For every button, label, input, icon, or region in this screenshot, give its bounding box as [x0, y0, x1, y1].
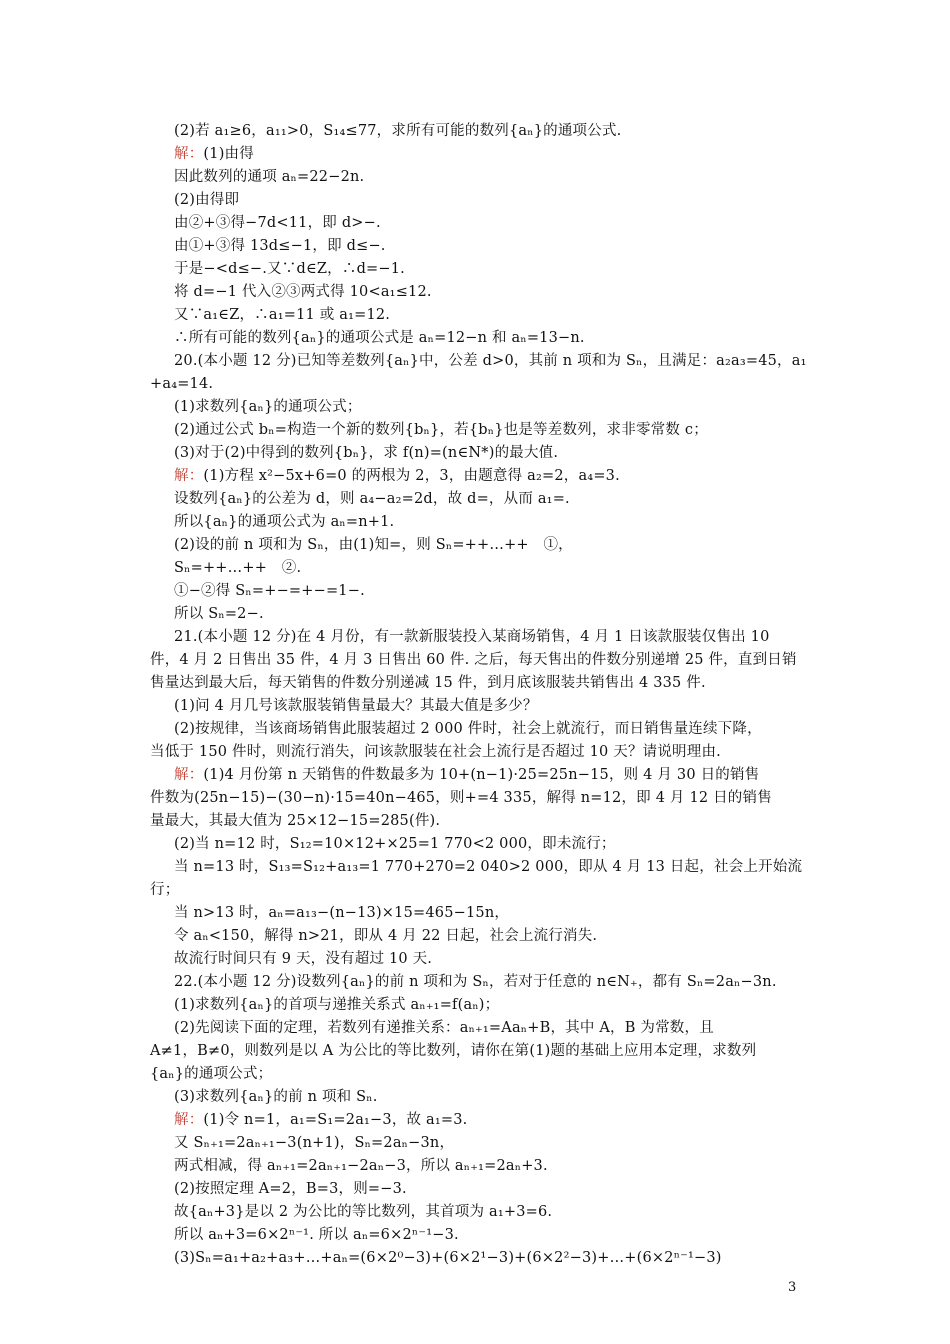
text-line: (2)若 a₁≥6，a₁₁>0，S₁₄≤77，求所有可能的数列{aₙ}的通项公式.: [174, 123, 622, 139]
text-line: 所以{aₙ}的通项公式为 aₙ=n+1.: [174, 514, 395, 530]
text-line: 解：(1)由得: [174, 146, 254, 162]
text-line: 量最大，其最大值为 25×12−15=285(件).: [150, 813, 441, 829]
text-line: 22.(本小题 12 分)设数列{aₙ}的前 n 项和为 Sₙ，若对于任意的 n∈N₊，都有 Sₙ=2aₙ−3n.: [174, 974, 777, 990]
text-line: +a₄=14.: [150, 376, 214, 392]
text-line: 令 aₙ<150，解得 n>21，即从 4 月 22 日起，社会上流行消失.: [174, 928, 598, 944]
text-line: 当 n=13 时，S₁₃=S₁₂+a₁₃=1 770+270=2 040>2 000，即从 4 月 13 日起，社会上开始流: [174, 859, 803, 875]
text-line: 所以 Sₙ=2−.: [174, 606, 264, 622]
text-line: 于是−<d≤−.又∵d∈Z，∴d=−1.: [174, 261, 405, 277]
text-line: 20.(本小题 12 分)已知等差数列{aₙ}中，公差 d>0，其前 n 项和为 Sₙ，且满足：a₂a₃=45，a₁: [174, 353, 807, 369]
text-line: 将 d=−1 代入②③两式得 10<a₁≤12.: [174, 284, 432, 300]
text-line: (1)求数列{aₙ}的首项与递推关系式 aₙ₊₁=f(aₙ)；: [174, 997, 500, 1013]
text-line: 售量达到最大后，每天销售的件数分别递减 15 件，到月底该服装共销售出 4 335 件.: [150, 675, 706, 691]
solution-label: 解：: [174, 468, 204, 484]
text-line: ∴所有可能的数列{aₙ}的通项公式是 aₙ=12−n 和 aₙ=13−n.: [174, 330, 585, 346]
text-line: 两式相减，得 aₙ₊₁=2aₙ₊₁−2aₙ−3，所以 aₙ₊₁=2aₙ+3.: [174, 1158, 548, 1174]
text-line: (3)Sₙ=a₁+a₂+a₃+…+aₙ=(6×2⁰−3)+(6×2¹−3)+(6×2²−3)+…+(6×2ⁿ⁻¹−3): [174, 1250, 722, 1266]
text-line: (2)按规律，当该商场销售此服装超过 2 000 件时，社会上就流行，而日销售量连续下降，: [174, 721, 762, 737]
text-line: 解：(1)令 n=1，a₁=S₁=2a₁−3，故 a₁=3.: [174, 1112, 468, 1128]
text-line: 件，4 月 2 日售出 35 件，4 月 3 日售出 60 件. 之后，每天售出的件数分别递增 25 件，直到日销: [150, 652, 797, 668]
text-line: ①−②得 Sₙ=+−=+−=1−.: [174, 583, 365, 599]
text-line: 当 n>13 时，aₙ=a₁₃−(n−13)×15=465−15n，: [174, 905, 510, 921]
text-line: 解：(1)4 月份第 n 天销售的件数最多为 10+(n−1)·25=25n−15，则 4 月 30 日的销售: [174, 767, 760, 783]
text-line: 因此数列的通项 aₙ=22−2n.: [174, 169, 365, 185]
text-line: (3)求数列{aₙ}的前 n 项和 Sₙ.: [174, 1089, 378, 1105]
text-line: 21.(本小题 12 分)在 4 月份，有一款新服装投入某商场销售，4 月 1 日该款服装仅售出 10: [174, 629, 770, 645]
solution-label: 解：: [174, 767, 204, 783]
text-line: (2)设的前 n 项和为 Sₙ，由(1)知=，则 Sₙ=++…++ ①，: [174, 537, 573, 553]
text-line: 所以 aₙ+3=6×2ⁿ⁻¹. 所以 aₙ=6×2ⁿ⁻¹−3.: [174, 1227, 459, 1243]
text-line: 由①+③得 13d≤−1，即 d≤−.: [174, 238, 386, 254]
text-line: 当低于 150 件时，则流行消失，问该款服装在社会上流行是否超过 10 天？请说明理由.: [150, 744, 721, 760]
text-line: 件数为(25n−15)−(30−n)·15=40n−465，则+=4 335，解得 n=12，即 4 月 12 日的销售: [150, 790, 772, 806]
text-line: (2)由得即: [174, 192, 240, 208]
text-line: 解：(1)方程 x²−5x+6=0 的两根为 2，3，由题意得 a₂=2，a₄=3.: [174, 468, 620, 484]
solution-label: 解：: [174, 146, 204, 162]
text-line: (1)问 4 月几号该款服装销售量最大？其最大值是多少？: [174, 698, 538, 714]
page-number: 3: [788, 1280, 797, 1295]
text-line: A≠1，B≠0，则数列是以 A 为公比的等比数列，请你在第(1)题的基础上应用本定理，求数列: [150, 1043, 757, 1059]
text-line: 设数列{aₙ}的公差为 d，则 a₄−a₂=2d，故 d=，从而 a₁=.: [174, 491, 570, 507]
text-line: (1)求数列{aₙ}的通项公式；: [174, 399, 362, 415]
text-line: 又∵a₁∈Z，∴a₁=11 或 a₁=12.: [174, 307, 391, 323]
text-line: (2)按照定理 A=2，B=3，则=−3.: [174, 1181, 407, 1197]
text-line: 行；: [150, 882, 180, 898]
text-line: 又 Sₙ₊₁=2aₙ₊₁−3(n+1)，Sₙ=2aₙ−3n，: [174, 1135, 455, 1151]
solution-label: 解：: [174, 1112, 204, 1128]
text-line: (2)当 n=12 时，S₁₂=10×12+×25=1 770<2 000，即未流行；: [174, 836, 616, 852]
text-line: (2)通过公式 bₙ=构造一个新的数列{bₙ}，若{bₙ}也是等差数列，求非零常数 c；: [174, 422, 708, 438]
text-line: Sₙ=++…++ ②.: [174, 560, 302, 576]
text-line: (3)对于(2)中得到的数列{bₙ}，求 f(n)=(n∈N*)的最大值.: [174, 445, 559, 461]
text-line: (2)先阅读下面的定理，若数列有递推关系：aₙ₊₁=Aaₙ+B，其中 A，B 为常数，且: [174, 1020, 714, 1036]
text-line: 由②+③得−7d<11，即 d>−.: [174, 215, 381, 231]
text-line: {aₙ}的通项公式；: [150, 1066, 273, 1082]
text-line: 故{aₙ+3}是以 2 为公比的等比数列，其首项为 a₁+3=6.: [174, 1204, 553, 1220]
text-line: 故流行时间只有 9 天，没有超过 10 天.: [174, 951, 433, 967]
